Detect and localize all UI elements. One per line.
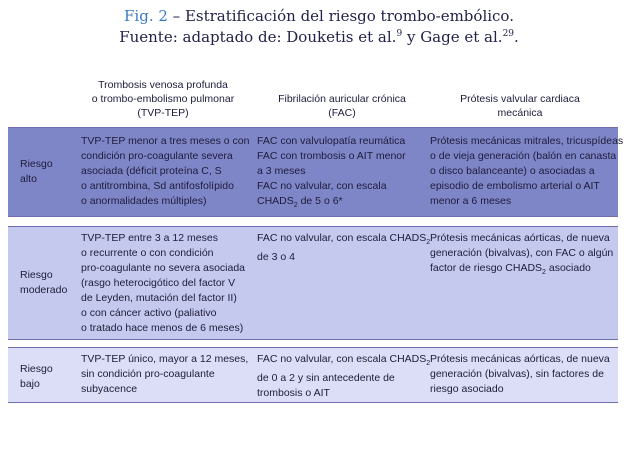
cell-line: TVP-TEP entre 3 a 12 meses xyxy=(81,232,218,244)
cell-high-tvp-tep xyxy=(81,134,255,209)
cell-line: de Leyden, mutación del factor II) xyxy=(81,292,237,304)
column-header-fac xyxy=(254,92,430,120)
chads-tail: asociado xyxy=(545,262,591,274)
cell-line: o antitrombina, Sd antifosfolípido xyxy=(81,180,234,192)
cell-high-fac xyxy=(257,134,431,213)
cell-moderate-fac xyxy=(257,231,431,265)
column-header-line: Prótesis valvular cardiaca xyxy=(460,93,580,105)
cell-line: o anormalidades múltiples) xyxy=(81,195,207,207)
cell-line: o tratado hace menos de 6 meses) xyxy=(81,322,244,334)
cell-line-chads xyxy=(257,194,431,213)
cell-line: o de vieja generación (balón en canasta xyxy=(430,150,617,162)
chads-label: CHADS xyxy=(257,195,294,207)
cell-line: subyacence xyxy=(81,383,138,395)
cell-low-tvp-tep xyxy=(81,352,255,397)
chads-label: FAC no valvular, con escala CHADS xyxy=(257,353,427,365)
cell-line: episodio de embolismo arterial o AIT xyxy=(430,180,600,192)
source-ref-2: 29 xyxy=(502,29,515,39)
cell-line: o disco balanceante) o asociadas a xyxy=(430,165,595,177)
figure-label: Fig. 2 xyxy=(124,7,168,25)
cell-line: pro-coagulante no severa asociada xyxy=(81,262,246,274)
column-header-line: (FAC) xyxy=(328,107,356,119)
cell-line: o recurrente o con condición xyxy=(81,247,214,259)
cell-line: FAC con valvulopatía reumática xyxy=(257,135,406,147)
cell-line: condición pro-coagulante severa xyxy=(81,150,233,162)
cell-line: menor a 6 meses xyxy=(430,195,512,207)
cell-line: de 0 a 2 y sin antecedente de xyxy=(257,372,395,385)
cell-line-chads xyxy=(430,261,616,280)
cell-line: sin condición pro-coagulante xyxy=(81,368,215,380)
column-header-line: mecánica xyxy=(497,107,543,119)
source-mid: y Gage et al. xyxy=(402,28,503,46)
figure-title: – Estratificación del riesgo trombo-embólico. xyxy=(167,7,514,25)
column-header-line: Fibrilación auricular crónica xyxy=(278,93,406,105)
cell-line: Prótesis mecánicas aórticas, de nueva xyxy=(430,353,610,365)
cell-line: a 3 meses xyxy=(257,165,306,177)
cell-line: TVP-TEP menor a tres meses o con xyxy=(81,135,250,147)
cell-line: o con cáncer activo (paliativo xyxy=(81,307,217,319)
column-header-line: (TVP-TEP) xyxy=(137,107,189,119)
column-header-protesis xyxy=(430,92,610,120)
column-header-tvp-tep xyxy=(68,78,258,120)
cell-line: (rasgo heterocigótico del factor V xyxy=(81,277,236,289)
row-label-line: Riesgo xyxy=(20,269,53,281)
cell-line-chads xyxy=(257,231,431,250)
row-label-line: alto xyxy=(20,173,37,185)
chads-label: factor de riesgo CHADS xyxy=(430,262,543,274)
cell-low-protesis xyxy=(430,352,616,397)
cell-line: Prótesis mecánicas aórticas, de nueva xyxy=(430,232,610,244)
row-label-line: bajo xyxy=(20,378,40,390)
cell-low-fac xyxy=(257,352,431,401)
cell-moderate-tvp-tep xyxy=(81,231,255,336)
row-label-line: moderado xyxy=(20,284,68,296)
cell-line: generación (bivalvas), con FAC o algún xyxy=(430,247,614,259)
cell-line: FAC con trombosis o AIT menor xyxy=(257,150,406,162)
row-label-high-risk xyxy=(20,157,53,187)
cell-line: generación (bivalvas), sin factores de xyxy=(430,368,604,380)
cell-line: de 3 o 4 xyxy=(257,251,295,264)
column-header-line: Trombosis venosa profunda xyxy=(98,79,228,91)
row-label-line: Riesgo xyxy=(20,158,53,170)
source-ref-1: 9 xyxy=(396,29,403,39)
row-label-line: Riesgo xyxy=(20,363,53,375)
source-end: . xyxy=(514,28,519,46)
caption-source-line xyxy=(0,27,638,48)
cell-line: TVP-TEP único, mayor a 12 meses, xyxy=(81,353,249,365)
chads-tail: de 5 o 6* xyxy=(297,195,343,207)
cell-line: FAC no valvular, con escala xyxy=(257,180,387,192)
chads-subscript: 2 xyxy=(293,202,298,210)
caption-title-line xyxy=(0,6,638,27)
chads-label: FAC no valvular, con escala CHADS xyxy=(257,232,427,244)
chads-subscript: 2 xyxy=(426,360,431,368)
column-header-line: o trombo-embolismo pulmonar xyxy=(91,93,235,105)
cell-high-protesis xyxy=(430,134,624,209)
chads-subscript: 2 xyxy=(426,239,431,247)
cell-line: asociada (déficit proteína C, S xyxy=(81,165,222,177)
row-label-moderate-risk xyxy=(20,268,67,298)
cell-line-chads xyxy=(257,352,431,371)
cell-line: trombosis o AIT xyxy=(257,387,330,400)
source-prefix: Fuente: adaptado de: Douketis et al. xyxy=(119,28,397,46)
cell-moderate-protesis xyxy=(430,231,616,280)
cell-line: riesgo asociado xyxy=(430,383,504,395)
figure-caption xyxy=(0,6,638,48)
cell-line: Prótesis mecánicas mitrales, tricuspídeas xyxy=(430,135,624,147)
row-label-low-risk xyxy=(20,362,53,392)
chads-subscript: 2 xyxy=(542,269,546,277)
